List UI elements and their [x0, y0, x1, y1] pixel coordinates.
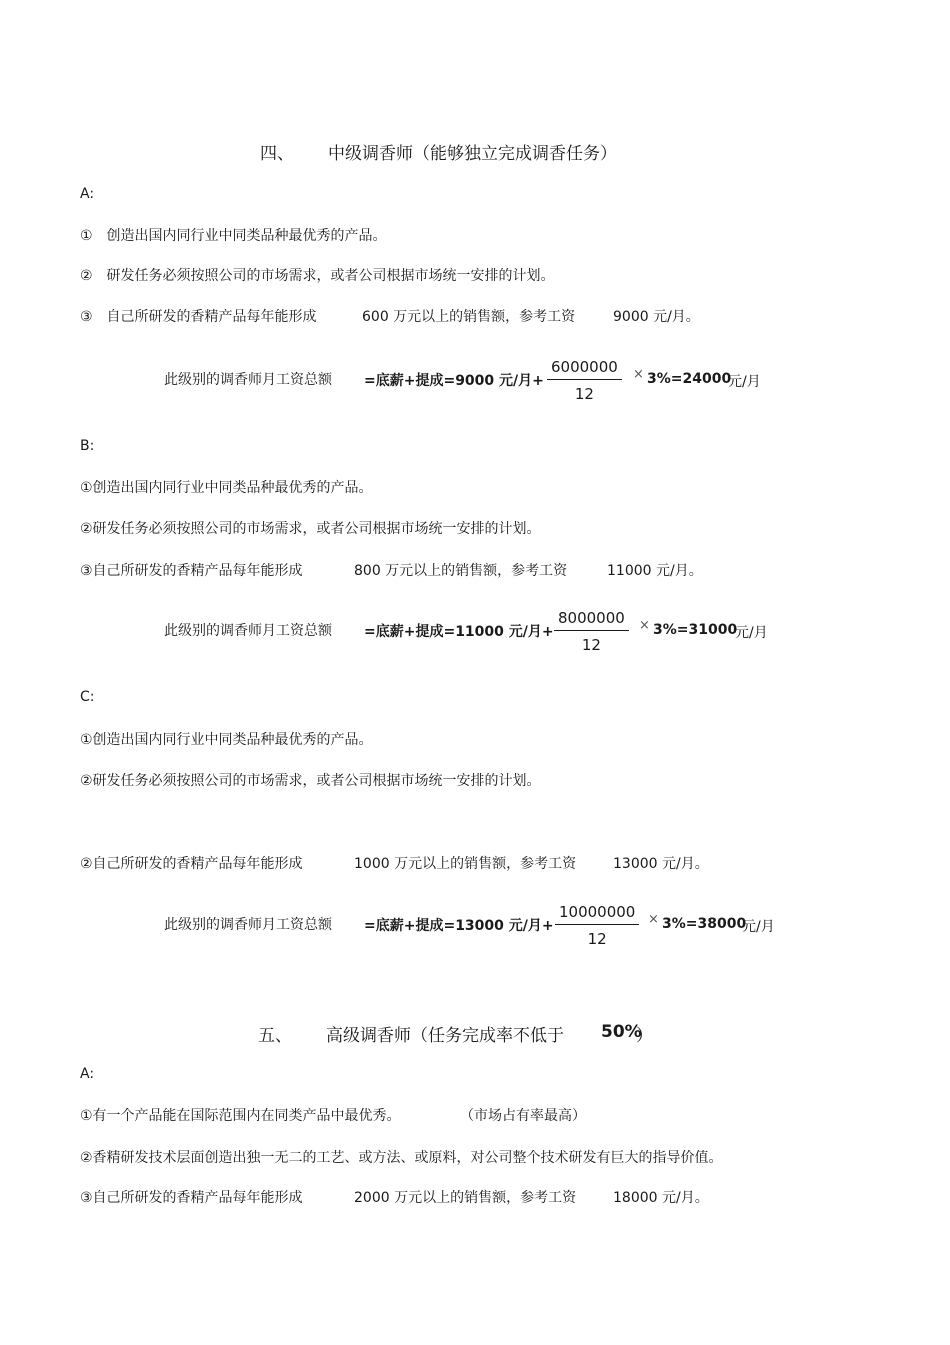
formula-c-label: 此级别的调香师月工资总额	[164, 917, 332, 933]
section-4-number: 四、	[260, 144, 294, 164]
formula-a-numerator: 6000000	[547, 358, 622, 380]
level-c-item-1: ①创造出国内同行业中同类品种最优秀的产品。	[80, 732, 373, 748]
level-b-item-3-wage: 11000 元/月。	[607, 563, 703, 579]
level-b-item-2: ②研发任务必须按照公司的市场需求，或者公司根据市场统一安排的计划。	[80, 521, 541, 537]
formula-b-expression: =底薪+提成=11000 元/月+	[364, 624, 554, 640]
section-4-title: 中级调香师（能够独立完成调香任务）	[328, 144, 617, 164]
formula-c-denominator: 12	[587, 930, 607, 948]
formula-a-times: ×	[633, 367, 644, 382]
formula-a-denominator: 12	[574, 385, 594, 403]
level-a-item-3-lead: ③ 自己所研发的香精产品每年能形成	[80, 309, 317, 325]
section-5-number: 五、	[258, 1026, 292, 1046]
formula-b-denominator: 12	[581, 636, 601, 654]
formula-c-times: ×	[648, 912, 659, 927]
formula-c-fraction	[555, 903, 639, 948]
level-b-item-3-lead: ③自己所研发的香精产品每年能形成	[80, 563, 303, 579]
formula-a-fraction	[547, 358, 622, 403]
formula-b-unit: 元/月	[735, 625, 768, 641]
level-b-label: B:	[80, 438, 95, 454]
formula-a-expression: =底薪+提成=9000 元/月+	[364, 373, 544, 389]
formula-a-label: 此级别的调香师月工资总额	[164, 372, 332, 388]
senior-a-item-3-wage: 18000 元/月。	[613, 1190, 709, 1206]
section-5-title: 高级调香师（任务完成率不低于	[326, 1026, 564, 1046]
level-a-item-1: ① 创造出国内同行业中同类品种最优秀的产品。	[80, 228, 387, 244]
level-a-item-3-wage: 9000 元/月。	[613, 309, 700, 325]
level-c-label: C:	[80, 689, 95, 705]
level-b-item-3-sales: 800 万元以上的销售额，参考工资	[354, 563, 568, 579]
level-a-item-3-sales: 600 万元以上的销售额，参考工资	[362, 309, 576, 325]
section-5-title-close: ）	[636, 1026, 653, 1046]
formula-c-result: 3%=38000	[662, 916, 747, 932]
formula-c-numerator: 10000000	[555, 903, 639, 925]
senior-a-label: A:	[80, 1066, 95, 1082]
level-a-label: A:	[80, 186, 95, 202]
senior-a-item-2: ②香精研发技术层面创造出独一无二的工艺、或方法、或原料，对公司整个技术研发有巨大的指导价值。	[80, 1150, 723, 1166]
formula-b-label: 此级别的调香师月工资总额	[164, 623, 332, 639]
formula-b-times: ×	[639, 618, 650, 633]
level-c-item-3-lead: ②自己所研发的香精产品每年能形成	[80, 856, 303, 872]
formula-b-numerator: 8000000	[554, 609, 629, 631]
formula-c-expression: =底薪+提成=13000 元/月+	[364, 918, 554, 934]
level-c-item-3-sales: 1000 万元以上的销售额，参考工资	[354, 856, 577, 872]
formula-a-result: 3%=24000	[647, 371, 732, 387]
senior-a-item-1: ①有一个产品能在国际范围内在同类产品中最优秀。	[80, 1108, 401, 1124]
level-b-item-1: ①创造出国内同行业中同类品种最优秀的产品。	[80, 480, 373, 496]
level-a-item-2: ② 研发任务必须按照公司的市场需求，或者公司根据市场统一安排的计划。	[80, 268, 555, 284]
level-c-item-3-wage: 13000 元/月。	[613, 856, 709, 872]
senior-a-item-1-note: （市场占有率最高）	[460, 1108, 586, 1124]
formula-b-fraction	[554, 609, 629, 654]
level-c-item-2: ②研发任务必须按照公司的市场需求，或者公司根据市场统一安排的计划。	[80, 773, 541, 789]
formula-a-unit: 元/月	[728, 374, 761, 390]
senior-a-item-3-sales: 2000 万元以上的销售额，参考工资	[354, 1190, 577, 1206]
formula-c-unit: 元/月	[742, 919, 775, 935]
senior-a-item-3-lead: ③自己所研发的香精产品每年能形成	[80, 1190, 303, 1206]
formula-b-result: 3%=31000	[653, 622, 738, 638]
section-5-title-percent: 50%	[601, 1022, 642, 1042]
